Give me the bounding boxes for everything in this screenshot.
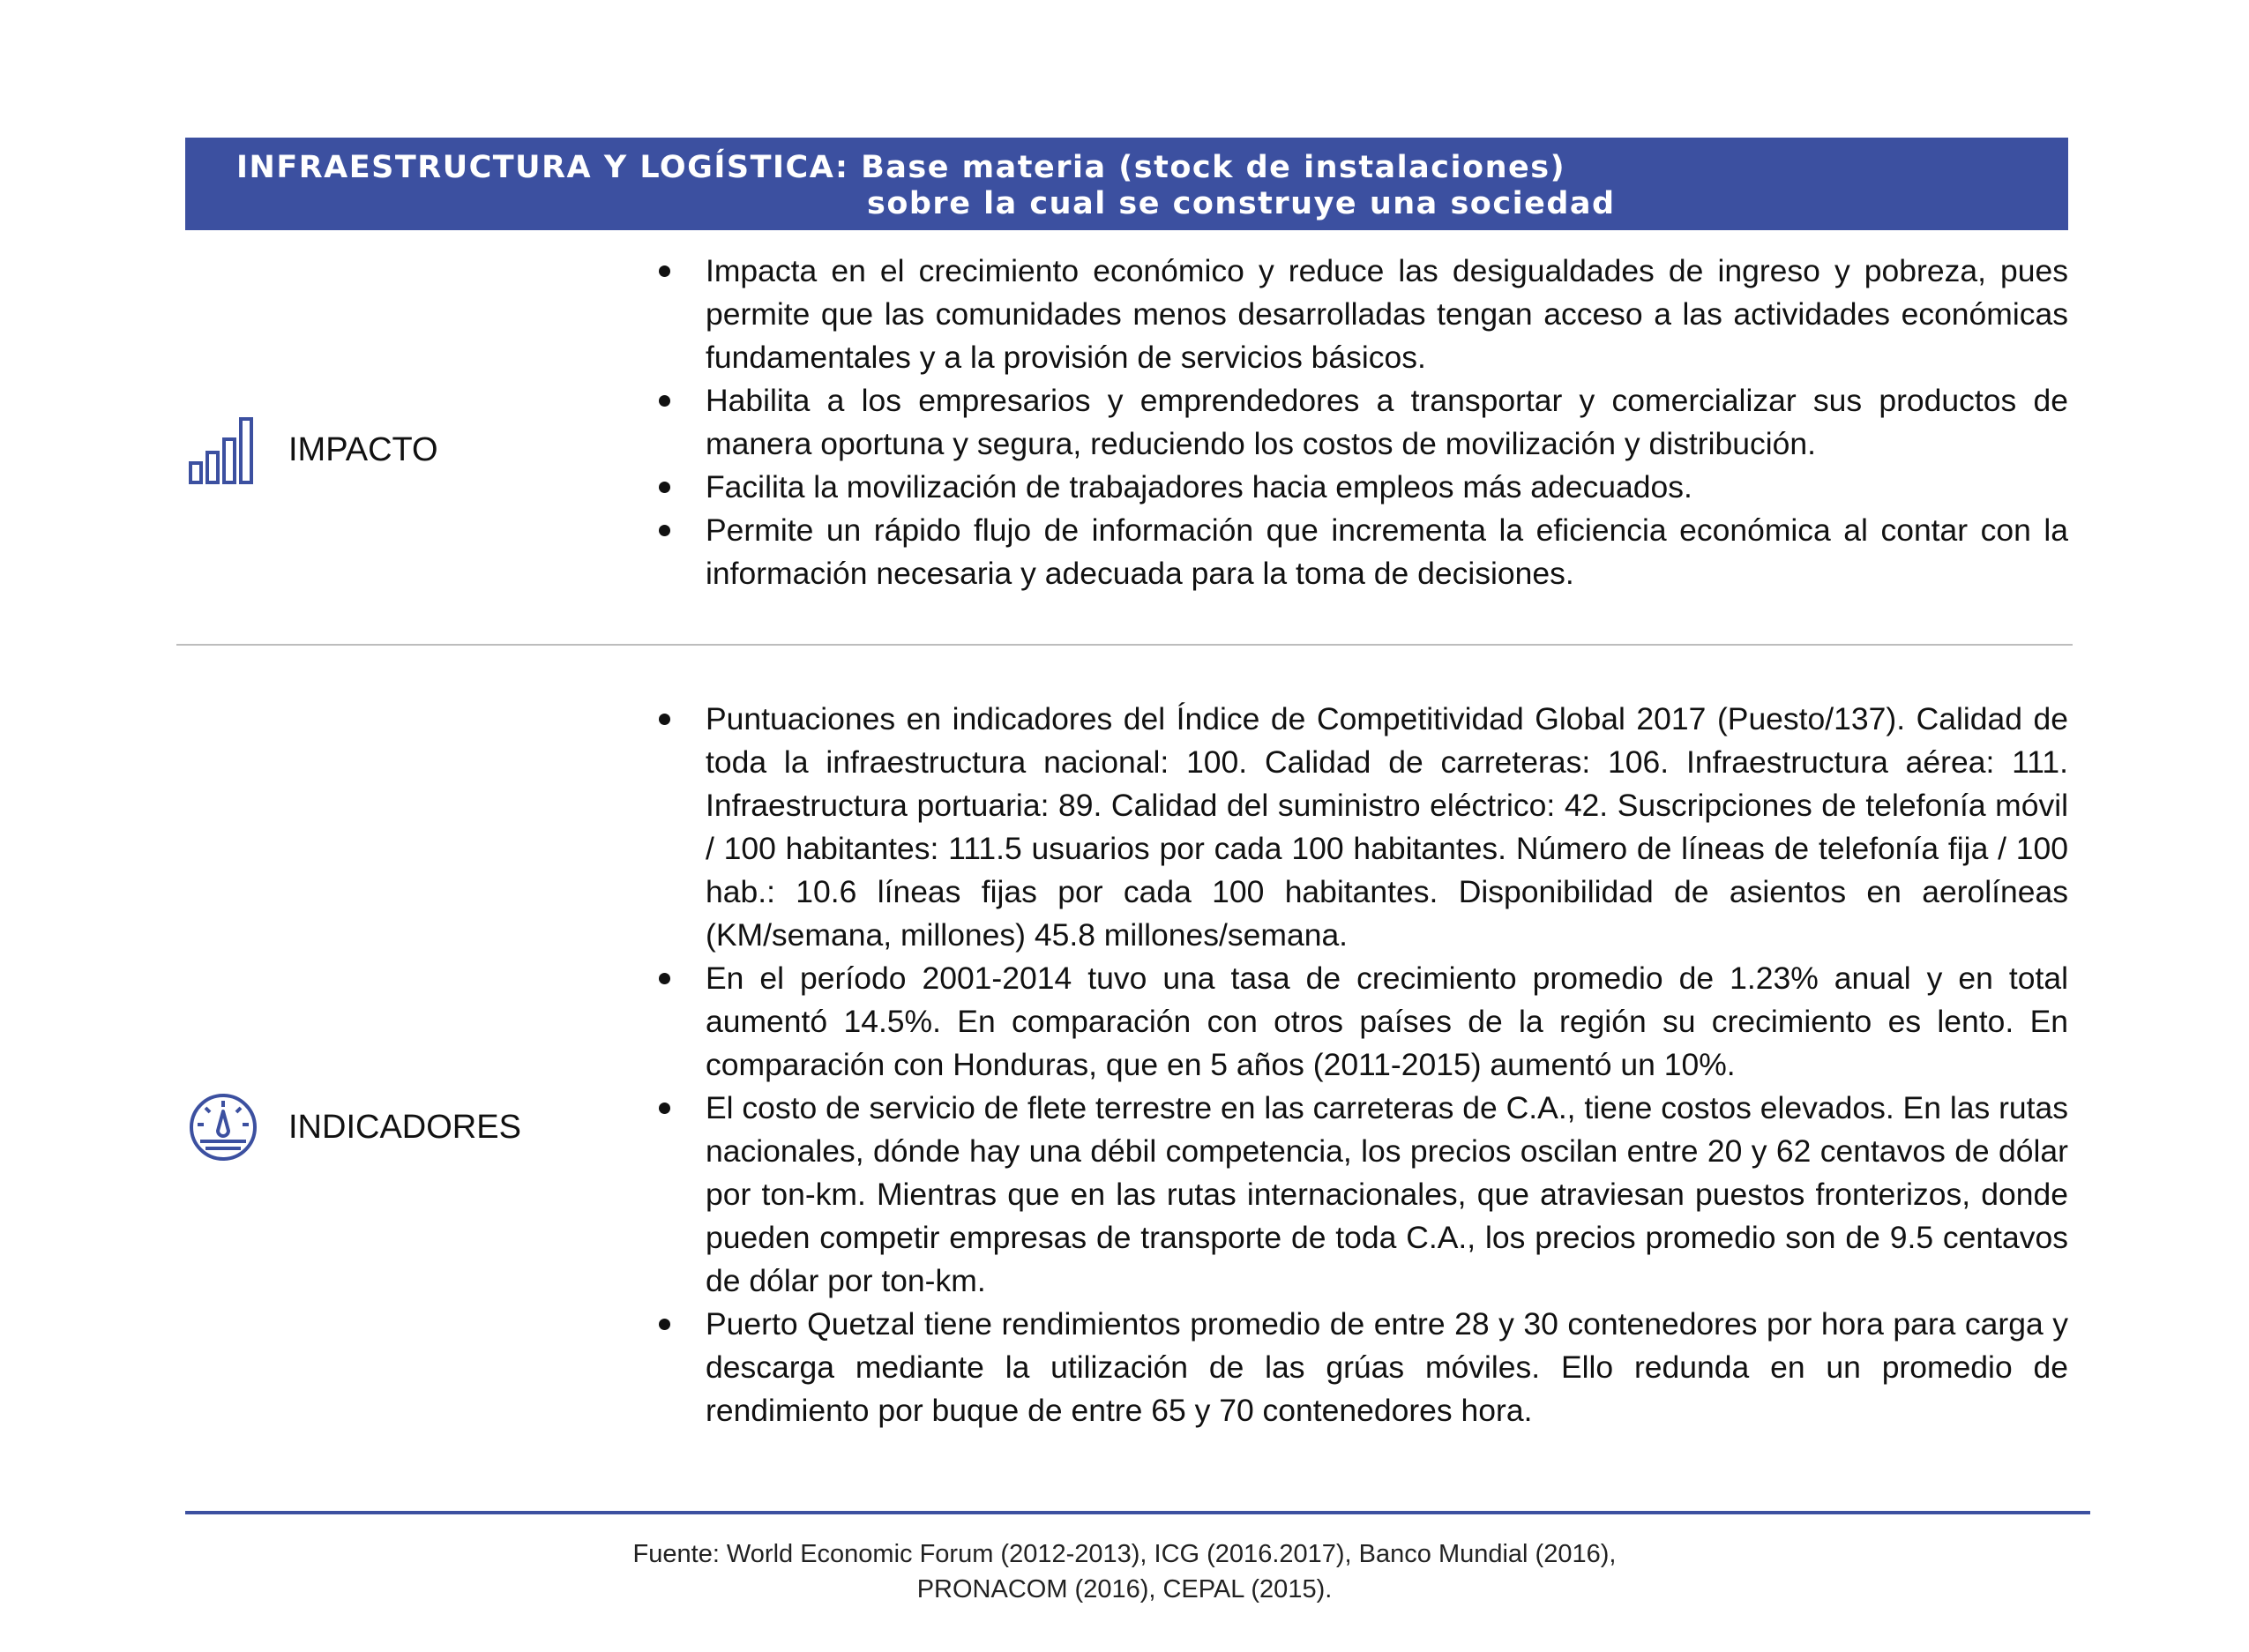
- indicadores-label: INDICADORES: [288, 1108, 521, 1146]
- bar-chart-icon: [188, 415, 258, 485]
- section-banner: [185, 138, 2068, 230]
- list-item: Puntuaciones en indicadores del Índice de Competitividad Global 2017 (Puesto/137). Calidad de toda la infraestructura nacional: 100. Calidad de carreteras: 106. Infraestructura aérea: 111. Infraestructura portuaria: 89. Calidad del suministro eléctrico: 42. Suscripciones de telefonía móvil / 100 habitantes: 111.5 usuarios por cada 100 habitantes. Número de líneas de telefonía fija / 100 hab.: 10.6 líneas fijas por cada 100 habitantes. Disponibilidad de asientos en aerolíneas (KM/semana, millones) 45.8 millones/semana.: [706, 698, 2068, 957]
- list-item: Facilita la movilización de trabajadores hacia empleos más adecuados.: [706, 466, 2068, 509]
- banner-title-line1: INFRAESTRUCTURA Y LOGÍSTICA: Base materia (stock de instalaciones): [236, 150, 1566, 185]
- impacto-label: IMPACTO: [288, 430, 438, 468]
- list-item: En el período 2001-2014 tuvo una tasa de crecimiento promedio de 1.23% anual y en total aumentó 14.5%. En comparación con otros países de la región su crecimiento es lento. En comparación con Honduras, que en 5 años (2011-2015) aumentó un 10%.: [706, 957, 2068, 1087]
- list-item: El costo de servicio de flete terrestre en las carreteras de C.A., tiene costos elevados. En las rutas nacionales, dónde hay una débil competencia, los precios oscilan entre 20 y 62 centavos de dólar por ton-km. Mientras que en las rutas internacionales, que atraviesan puestos fronterizos, donde pueden competir empresas de transporte de toda C.A., los precios promedio son de 9.5 centavos de dólar por ton-km.: [706, 1087, 2068, 1303]
- source-line1: Fuente: World Economic Forum (2012-2013), ICG (2016.2017), Banco Mundial (2016),: [632, 1540, 1617, 1568]
- indicadores-row-label: [188, 1092, 521, 1162]
- banner-title-line2: sobre la cual se construye una sociedad: [867, 186, 1616, 221]
- list-item: Habilita a los empresarios y emprendedores a transportar y comercializar sus productos de manera oportuna y segura, reduciendo los costos de movilización y distribución.: [706, 379, 2068, 466]
- gauge-icon: [188, 1092, 258, 1162]
- impacto-bullet-list: [706, 250, 2068, 595]
- list-item: Puerto Quetzal tiene rendimientos promedio de entre 28 y 30 contenedores por hora para carga y descarga mediante la utilización de las grúas móviles. Ello redunda en un promedio de rendimiento por buque de entre 65 y 70 contenedores hora.: [706, 1303, 2068, 1432]
- indicadores-bullet-list: [706, 698, 2068, 1432]
- source-line2: PRONACOM (2016), CEPAL (2015).: [916, 1575, 1333, 1603]
- row-separator: [176, 644, 2073, 646]
- impacto-row-label: [188, 415, 438, 485]
- list-item: Impacta en el crecimiento económico y reduce las desigualdades de ingreso y pobreza, pues permite que las comunidades menos desarrolladas tengan acceso a las actividades económicas fundamentales y a la provisión de servicios básicos.: [706, 250, 2068, 379]
- list-item: Permite un rápido flujo de información que incrementa la eficiencia económica al contar con la información necesaria y adecuada para la toma de decisiones.: [706, 509, 2068, 595]
- footer-rule: [185, 1511, 2090, 1514]
- source-note: [0, 1536, 2249, 1607]
